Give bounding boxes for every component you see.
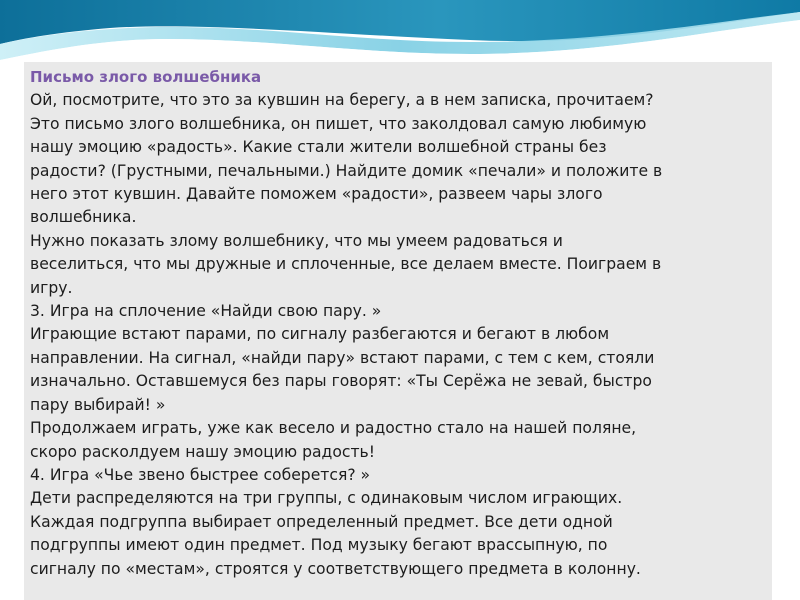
text-line: подгруппы имеют один предмет. Под музыку бегают врассыпную, по xyxy=(30,536,608,555)
text-line: него этот кувшин. Давайте поможем «радости», развеем чары злого xyxy=(30,185,603,204)
text-line: направлении. На сигнал, «найди пару» встают парами, с тем с кем, стояли xyxy=(30,348,655,367)
text-line: пару выбирай! » xyxy=(30,395,166,414)
text-line: волшебника. xyxy=(30,208,137,227)
text-line: Нужно показать злому волшебнику, что мы умеем радоваться и xyxy=(30,231,563,250)
section-heading: 3. Игра на сплочение «Найди свою пару. » xyxy=(30,302,382,321)
text-line: скоро расколдуем нашу эмоцию радость! xyxy=(30,442,375,461)
text-line: Ой, посмотрите, что это за кувшин на берегу, а в нем записка, прочитаем? xyxy=(30,91,654,110)
section-heading: 4. Игра «Чье звено быстрее соберется? » xyxy=(30,465,371,484)
text-line: игру. xyxy=(30,278,73,297)
document-text xyxy=(30,66,694,581)
text-line: нашу эмоцию «радость». Какие стали жители волшебной страны без xyxy=(30,138,607,157)
text-line: веселиться, что мы дружные и сплоченные, все делаем вместе. Поиграем в xyxy=(30,255,662,274)
text-line: Продолжаем играть, уже как весело и радостно стало на нашей поляне, xyxy=(30,419,637,438)
document-title: Письмо злого волшебника xyxy=(30,68,262,86)
text-line: сигналу по «местам», строятся у соответствующего предмета в колонну. xyxy=(30,559,641,578)
text-line: радости? (Грустными, печальными.) Найдите домик «печали» и положите в xyxy=(30,161,663,180)
text-line: Это письмо злого волшебника, он пишет, что заколдовал самую любимую xyxy=(30,114,647,133)
text-line: Дети распределяются на три группы, с одинаковым числом играющих. xyxy=(30,489,623,508)
text-line: изначально. Оставшемуся без пары говорят: «Ты Серёжа не зевай, быстро xyxy=(30,372,652,391)
text-line: Каждая подгруппа выбирает определенный предмет. Все дети одной xyxy=(30,512,613,531)
text-line: Играющие встают парами, по сигналу разбегаются и бегают в любом xyxy=(30,325,610,344)
